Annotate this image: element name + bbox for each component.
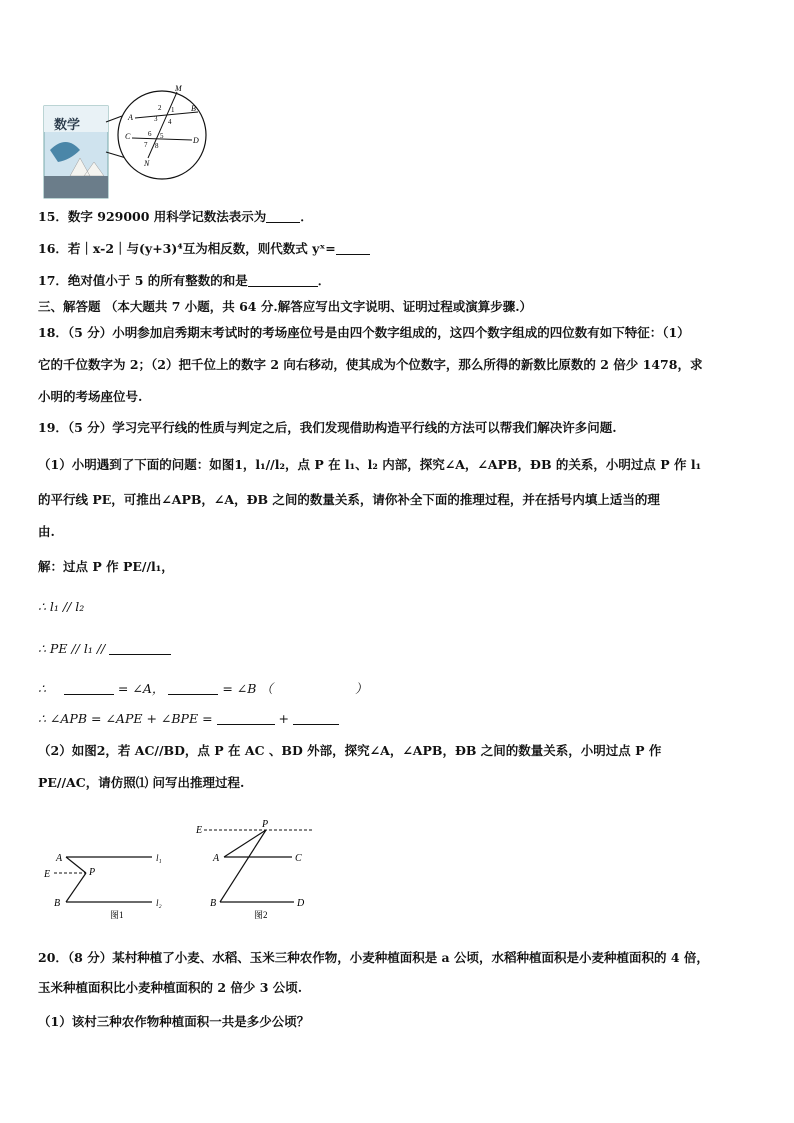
textbook-figure xyxy=(40,80,220,200)
question-16 xyxy=(38,239,370,257)
question-19-step-2 xyxy=(38,641,171,656)
label-D: D xyxy=(193,136,199,145)
question-17 xyxy=(38,271,330,289)
label-angle-8: 8 xyxy=(155,142,159,150)
question-19-part1-line-2: 的平行线 PE，可推出∠APB，∠A，ÐB 之间的数量关系，请你补全下面的推理过程，并在括号内填上适当的理 xyxy=(38,492,660,507)
fig2-label-D: D xyxy=(297,898,305,909)
figure-1 xyxy=(40,840,180,925)
figure-1-svg xyxy=(40,840,180,925)
fig2-label-B: B xyxy=(210,898,217,909)
fig2-caption: 图2 xyxy=(254,910,268,920)
fig1-label-E: E xyxy=(44,869,51,880)
answer-blank-15[interactable] xyxy=(266,210,300,223)
answer-blank-17[interactable] xyxy=(248,274,318,287)
fig1-label-l2: l₂ xyxy=(156,898,162,908)
answer-blank-19-3[interactable] xyxy=(168,682,218,695)
label-angle-5: 5 xyxy=(160,132,164,140)
step-3-angle-a: = ∠A， xyxy=(117,681,165,696)
fig1-segment-ap xyxy=(66,857,86,873)
label-angle-2: 2 xyxy=(158,104,162,112)
question-19-line-1: 19．（5 分）学习完平行线的性质与判定之后，我们发现借助构造平行线的方法可以帮我们解决许多问题. xyxy=(38,420,617,435)
step-2-text: ∴ PE // l₁ // xyxy=(38,641,106,656)
section-3-heading xyxy=(38,297,532,315)
fig1-label-P: P xyxy=(89,867,96,878)
answer-blank-19-4[interactable] xyxy=(217,712,275,725)
fig1-label-A: A xyxy=(56,853,63,864)
figure-2-svg xyxy=(190,818,320,923)
question-15 xyxy=(38,207,313,225)
label-N: N xyxy=(144,159,150,168)
question-16-text: 16．若｜x-2｜与(y+3)⁴互为相反数，则代数式 yˣ= xyxy=(38,241,336,256)
question-17-end: ． xyxy=(317,273,331,288)
step-3-close-paren: ） xyxy=(354,681,368,696)
question-20-line-1: 20．（8 分）某村种植了小麦、水稻、玉米三种农作物，小麦种植面积是 a 公顷，水稻种植面积是小麦种植面积的 4 倍， xyxy=(38,950,709,965)
textbook-figure-svg xyxy=(40,80,220,200)
label-A: A xyxy=(128,113,133,122)
label-B: B xyxy=(191,104,196,113)
question-19-part1-line-1: （1）小明遇到了下面的问题：如图1，l₁//l₂，点 P 在 l₁、l₂ 内部，探究∠A，∠APB，ÐB 的关系，小明过点 P 作 l₁ xyxy=(38,457,702,472)
fig2-segment-ap xyxy=(224,830,266,857)
label-angle-3: 3 xyxy=(154,115,158,123)
figure-2 xyxy=(190,818,320,923)
step-3-therefore: ∴ xyxy=(38,681,46,696)
answer-blank-19-5[interactable] xyxy=(293,712,339,725)
section-3-text: 三、解答题 （本大题共 7 小题，共 64 分.解答应写出文字说明、证明过程或演算步骤.） xyxy=(38,299,533,314)
question-18-line-1: 18．（5 分）小明参加启秀期末考试时的考场座位号是由四个数字组成的，这四个数字组成的四位数有如下特征：（1） xyxy=(38,325,690,340)
fig2-segment-pb xyxy=(220,830,266,902)
question-20-sub-1: （1）该村三种农作物种植面积一共是多少公顷？ xyxy=(38,1014,310,1029)
question-19-step-1: ∴ l₁ // l₂ xyxy=(38,599,85,614)
question-19-solution: 解：过点 P 作 PE//l₁， xyxy=(38,559,174,574)
question-19-part2-line-1: （2）如图2，若 AC//BD，点 P 在 AC 、BD 外部，探究∠A，∠APB，ÐB 之间的数量关系，小明过点 P 作 xyxy=(38,743,662,758)
label-angle-7: 7 xyxy=(144,141,148,149)
question-18-line-3: 小明的考场座位号. xyxy=(38,389,143,404)
book-title: 数学 xyxy=(54,117,81,132)
label-angle-6: 6 xyxy=(148,130,152,138)
fig2-label-C: C xyxy=(295,853,302,864)
fig2-label-E: E xyxy=(196,825,203,836)
answer-blank-19-1[interactable] xyxy=(109,642,171,655)
question-15-text: 15．数字 929000 用科学记数法表示为 xyxy=(38,209,267,224)
step-4-text: ∴ ∠APB = ∠APE + ∠BPE = xyxy=(38,711,213,726)
question-19-part2-line-2: PE//AC，请仿照⑴ 问写出推理过程. xyxy=(38,775,245,790)
fig1-label-l1: l₁ xyxy=(156,853,162,863)
question-20-line-2: 玉米种植面积比小麦种植面积的 2 倍少 3 公顷. xyxy=(38,980,303,995)
question-19-step-3 xyxy=(38,679,367,697)
answer-blank-19-2[interactable] xyxy=(64,682,114,695)
fig1-segment-pb xyxy=(66,873,86,902)
label-angle-1: 1 xyxy=(171,106,175,114)
label-C: C xyxy=(125,132,131,141)
step-4-plus: + xyxy=(278,711,289,726)
question-18-line-2: 它的千位数字为 2；（2）把千位上的数字 2 向右移动，使其成为个位数字，那么所得的新数比原数的 2 倍少 1478，求 xyxy=(38,357,703,372)
fig1-caption: 图1 xyxy=(110,910,124,920)
question-19-part1-line-3: 由. xyxy=(38,524,55,539)
fig2-label-P: P xyxy=(262,819,269,830)
label-M: M xyxy=(175,84,182,93)
answer-blank-16[interactable] xyxy=(336,242,370,255)
step-3-angle-b: = ∠B （ xyxy=(222,681,273,696)
fig2-label-A: A xyxy=(213,853,220,864)
question-15-end: ． xyxy=(300,209,313,224)
question-19-step-4 xyxy=(38,711,339,726)
fig1-label-B: B xyxy=(54,898,61,909)
book-bottom xyxy=(44,176,108,198)
question-17-text: 17．绝对值小于 5 的所有整数的和是 xyxy=(38,273,248,288)
label-angle-4: 4 xyxy=(168,118,172,126)
